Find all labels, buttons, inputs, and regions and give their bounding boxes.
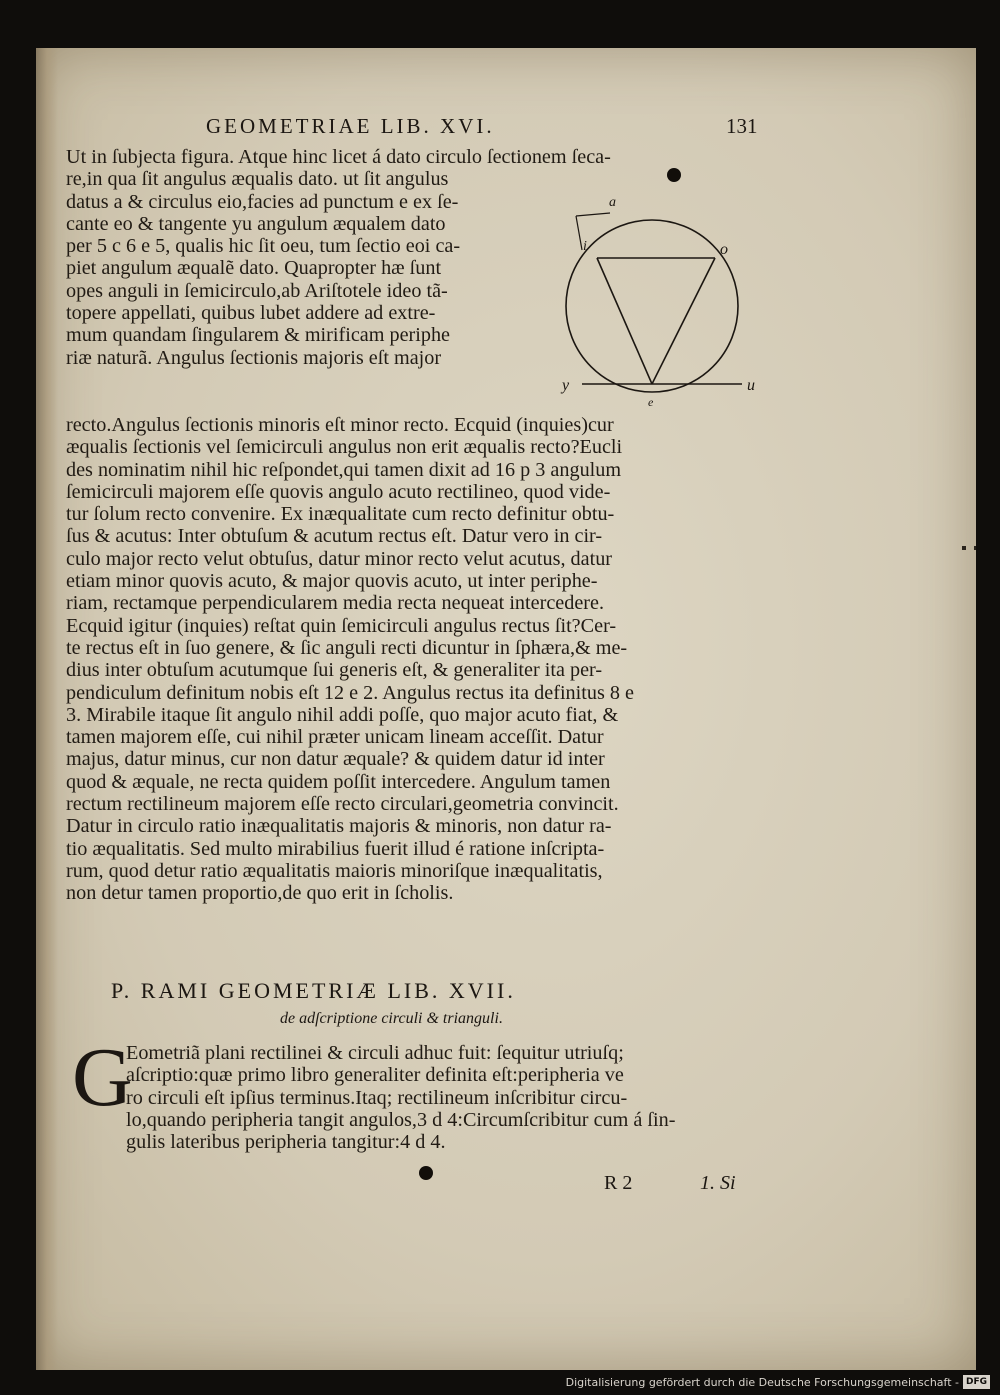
text-line: piet angulum æqualẽ dato. Quapropter hæ ſunt <box>66 257 442 280</box>
figure-angle-arm <box>576 213 610 216</box>
paragraph-beside-figure <box>66 146 611 369</box>
figure-chord-eo <box>652 258 715 384</box>
text-line: majus, datur minus, cur non datur æquale? & quidem datur id inter <box>66 748 605 771</box>
text-line: mum quandam ſingularem & mirificam periphe <box>66 324 451 347</box>
text-line: te rectus eſt in ſuo genere, & ſic anguli recti dicuntur in ſphæra,& me- <box>66 636 628 659</box>
running-head: GEOMETRIAE LIB. XVI. <box>206 114 495 138</box>
text-line: etiam minor quovis acuto, & major quovis acuto, ut inter periphe- <box>66 570 598 593</box>
chapter-subtitle: de adſcriptione circuli & trianguli. <box>280 1010 503 1027</box>
figure-label-o: o <box>720 241 728 258</box>
text-line: æqualis ſectionis vel ſemicirculi angulus non erit æqualis recto?Eucli <box>66 436 623 459</box>
signature-mark: R 2 <box>604 1172 633 1194</box>
text-line: Ut in ſubjecta figura. Atque hinc licet á dato circulo ſectionem ſeca- <box>66 146 611 168</box>
text-line: riam, rectamque perpendicularem media recta nequeat intercedere. <box>66 592 605 615</box>
text-line: non detur tamen proportio,de quo erit in ſcholis. <box>66 882 454 905</box>
text-line: 3. Mirabile itaque ſit angulo nihil addi poſſe, quo major acuto fiat, & <box>66 703 619 726</box>
catchword: 1. Si <box>700 1172 736 1194</box>
digitization-credit <box>566 1374 990 1390</box>
text-line: tio æqualitatis. Sed multo mirabilius fuerit illud é ratione inſcripta- <box>66 837 605 860</box>
figure-label-e: e <box>648 395 654 409</box>
geometric-figure <box>552 188 762 428</box>
dfg-logo: DFG <box>963 1375 990 1389</box>
text-line: lo,quando peripheria tangit angulos,3 d 4:Circumſcribitur cum á ſin- <box>126 1108 676 1131</box>
text-line: Ecquid igitur (inquies) reſtat quin ſemicirculi angulus rectus ſit?Cer- <box>66 614 617 637</box>
text-line: rectum rectilineum majorem eſſe recto circulari,geometria convincit. <box>66 793 619 816</box>
page-gutter-shadow <box>36 48 58 1370</box>
figure-chord-ie <box>597 258 652 384</box>
edge-marks <box>962 546 976 550</box>
text-line: ſus & acutus: Inter obtuſum & acutum rectus eſt. Datur vero in cir- <box>66 525 603 548</box>
text-line: Datur in circulo ratio inæqualitatis majoris & minoris, non datur ra- <box>66 815 612 838</box>
chapter-title: P. RAMI GEOMETRIÆ LIB. XVII. <box>111 978 516 1003</box>
text-line: ſemicirculi majorem eſſe quovis angulo acuto rectilineo, quod vide- <box>66 480 611 503</box>
ink-blot <box>667 168 681 182</box>
text-line: opes anguli in ſemicirculo,ab Ariſtotele ideo tã- <box>66 279 448 302</box>
text-line: ro circuli eſt ipſius terminus.Itaq; rectilineum inſcribitur circu- <box>126 1086 628 1109</box>
text-line: recto.Angulus ſectionis minoris eſt minor recto. Ecquid (inquies)cur <box>66 414 614 436</box>
figure-label-i: i <box>583 239 587 254</box>
credit-text: Digitalisierung gefördert durch die Deutsche Forschungsgemeinschaft - <box>565 1375 959 1389</box>
text-line: dius inter obtuſum acutumque ſui generis eſt, & generaliter ita per- <box>66 659 603 682</box>
text-line: des nominatim nihil hic reſpondet,qui tamen dixit ad 16 p 3 angulum <box>66 458 622 481</box>
figure-label-u: u <box>747 377 755 394</box>
chapter-paragraph <box>126 1042 766 1153</box>
text-line: datus a & circulus eio,facies ad punctum e ex ſe- <box>66 190 459 213</box>
figure-angle-arm <box>576 216 582 250</box>
figure-label-a: a <box>609 195 616 210</box>
text-line: tur ſolum recto convenire. Ex inæqualitate cum recto definitur obtu- <box>66 503 615 526</box>
text-line: aſcriptio:quæ primo libro generaliter definita eſt:peripheria ve <box>126 1064 624 1087</box>
text-line: tamen majorem eſſe, cui nihil præter unicam lineam acceſſit. Datur <box>66 726 604 749</box>
text-line: quod & æquale, ne recta quidem poſſit intercedere. Angulum tamen <box>66 770 611 793</box>
text-line: re,in qua ſit angulus æqualis dato. ut ſit angulus <box>66 168 449 191</box>
decorated-initial: G <box>72 1031 133 1124</box>
page-number: 131 <box>726 114 758 138</box>
text-line: pendiculum definitum nobis eſt 12 e 2. Angulus rectus ita definitus 8 e <box>66 681 634 704</box>
book-page <box>36 48 976 1370</box>
figure-circle <box>566 220 738 392</box>
text-line: per 5 c 6 e 5, qualis hic ſit oeu, tum ſectio eoi ca- <box>66 235 461 258</box>
text-line: culo major recto velut obtuſus, datur minor recto velut acutus, datur <box>66 547 613 570</box>
text-line: topere appellati, quibus lubet addere ad extre- <box>66 302 436 325</box>
figure-label-y: y <box>562 377 570 394</box>
text-line: gulis lateribus peripheria tangitur:4 d 4. <box>126 1131 446 1154</box>
text-line: rum, quod detur ratio æqualitatis maioris minoriſque inæqualitatis, <box>66 859 603 882</box>
text-line: riæ naturã. Angulus ſectionis majoris eſt major <box>66 346 442 369</box>
text-line: Eometriã plani rectilinei & circuli adhuc fuit: ſequitur utriuſq; <box>126 1042 624 1064</box>
text-line: cante eo & tangente yu angulum æqualem dato <box>66 212 446 235</box>
paragraph-main <box>66 414 756 905</box>
ink-blot <box>419 1166 433 1180</box>
